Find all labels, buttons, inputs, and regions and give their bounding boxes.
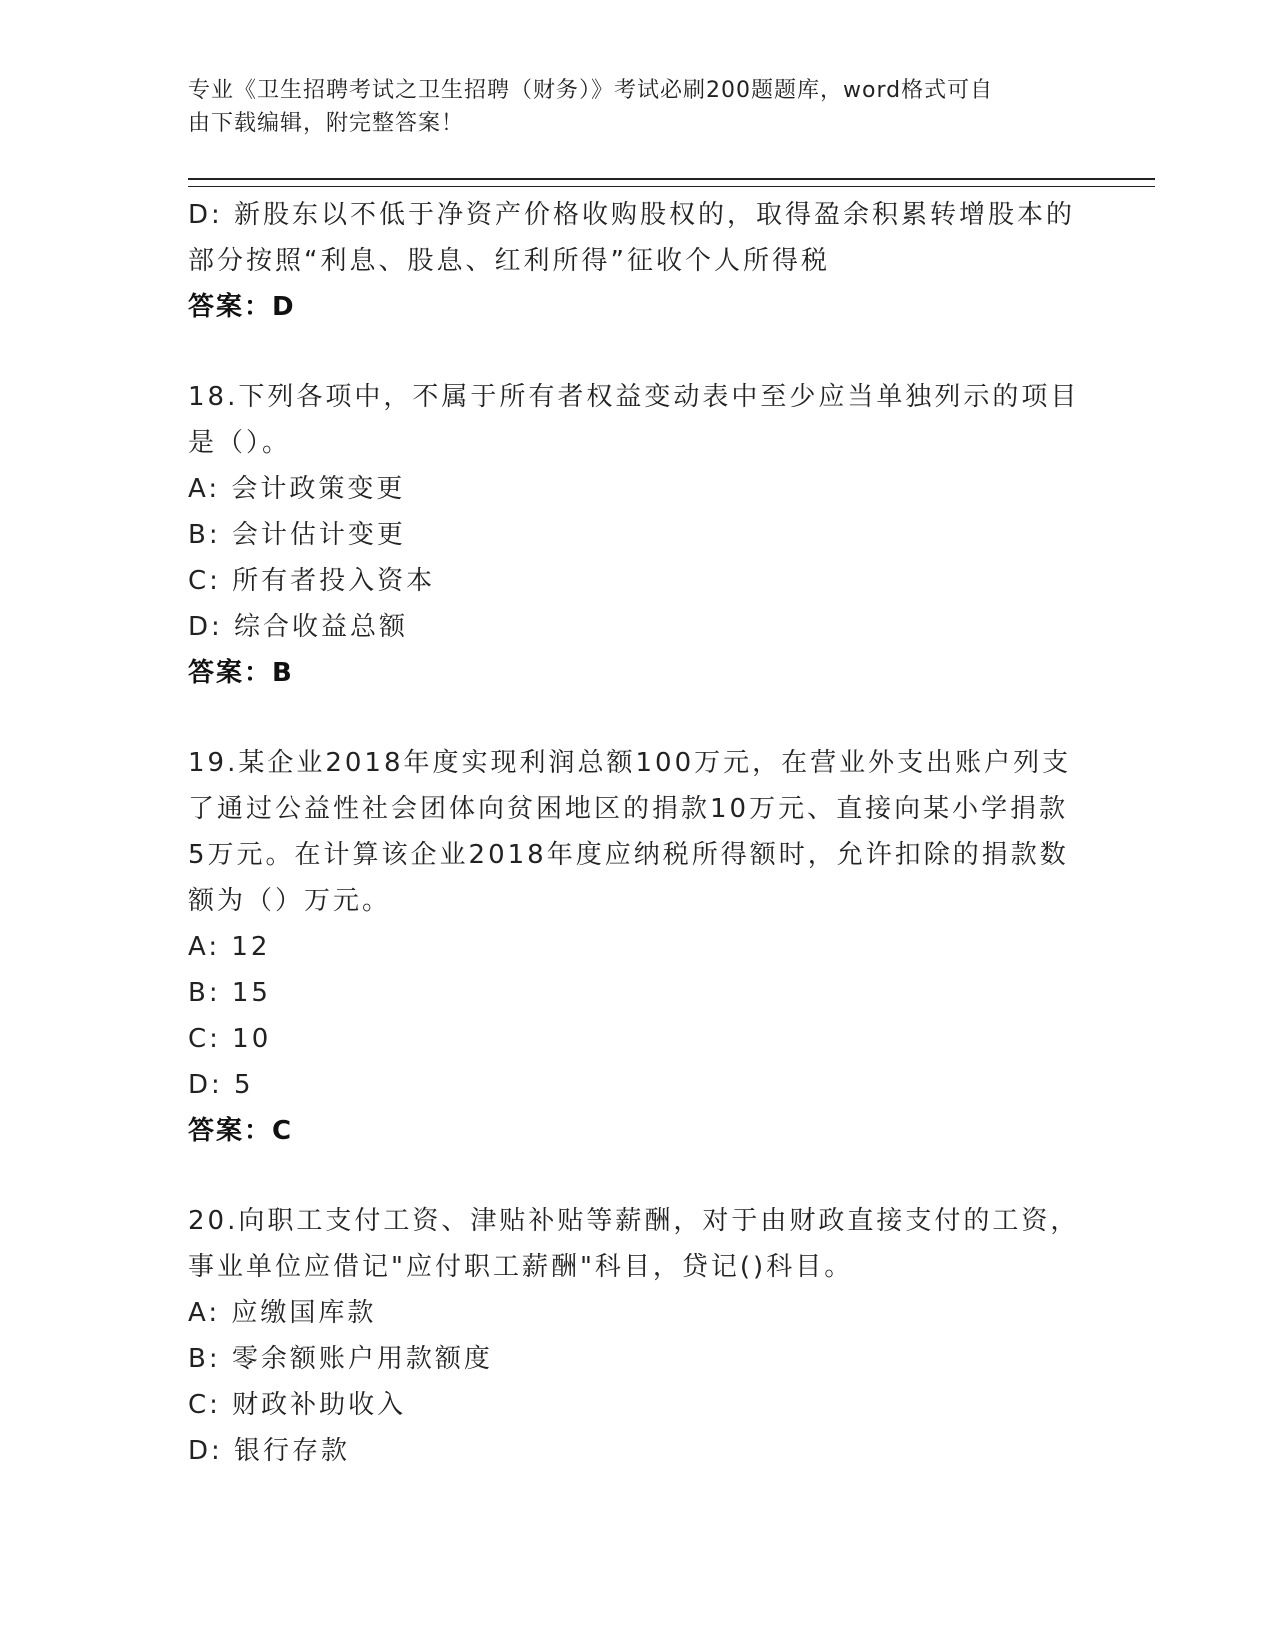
- option-c: C: 10: [188, 1024, 272, 1054]
- header-divider: [188, 178, 1155, 187]
- option-a: A: 应缴国库款: [188, 1298, 377, 1328]
- question-20: [188, 1198, 1088, 1474]
- answer-18: 答案：B: [188, 658, 294, 688]
- question-19-text: [188, 740, 1088, 924]
- option-d: D: 5: [188, 1070, 254, 1100]
- question-18-text: [188, 374, 1088, 466]
- option-c: C: 所有者投入资本: [188, 566, 436, 596]
- question-18: [188, 374, 1088, 696]
- question-line: 20.向职工支付工资、津贴补贴等薪酬，对于由财政直接支付的工资，: [188, 1206, 1080, 1236]
- option-d: D: 银行存款: [188, 1436, 351, 1466]
- question-line: 事业单位应借记"应付职工薪酬"科目，贷记()科目。: [188, 1252, 854, 1282]
- answer-17: 答案：D: [188, 292, 296, 322]
- question-line: 额为（）万元。: [188, 886, 392, 916]
- option-a: A: 会计政策变更: [188, 474, 406, 504]
- answer-19: 答案：C: [188, 1116, 294, 1146]
- page-header: [188, 74, 1068, 140]
- question-19: [188, 740, 1088, 1154]
- option-c: C: 财政补助收入: [188, 1390, 407, 1420]
- question-line: 19.某企业2018年度实现利润总额100万元，在营业外支出账户列支: [188, 748, 1072, 778]
- question-content: [188, 192, 1088, 1474]
- option-d-line-2: 部分按照“利息、股息、红利所得”征收个人所得税: [188, 246, 830, 276]
- header-title-line-2: 由下载编辑，附完整答案！: [188, 111, 465, 136]
- option-b: B: 零余额账户用款额度: [188, 1344, 493, 1374]
- option-d-line-1: D: 新股东以不低于净资产价格收购股权的，取得盈余积累转增股本的: [188, 200, 1076, 230]
- header-title-line-1: 专业《卫生招聘考试之卫生招聘（财务）》考试必刷200题题库，word格式可自: [188, 78, 994, 103]
- question-line: 了通过公益性社会团体向贫困地区的捐款10万元、直接向某小学捐款: [188, 794, 1069, 824]
- question-20-text: [188, 1198, 1088, 1290]
- option-a: A: 12: [188, 932, 271, 962]
- option-b: B: 15: [188, 978, 271, 1008]
- question-line: 是（）。: [188, 428, 292, 458]
- question-17-continued: [188, 192, 1088, 330]
- option-d: D: 综合收益总额: [188, 612, 409, 642]
- option-b: B: 会计估计变更: [188, 520, 406, 550]
- question-line: 5万元。在计算该企业2018年度应纳税所得额时，允许扣除的捐款数: [188, 840, 1069, 870]
- question-line: 18.下列各项中，不属于所有者权益变动表中至少应当单独列示的项目: [188, 382, 1080, 412]
